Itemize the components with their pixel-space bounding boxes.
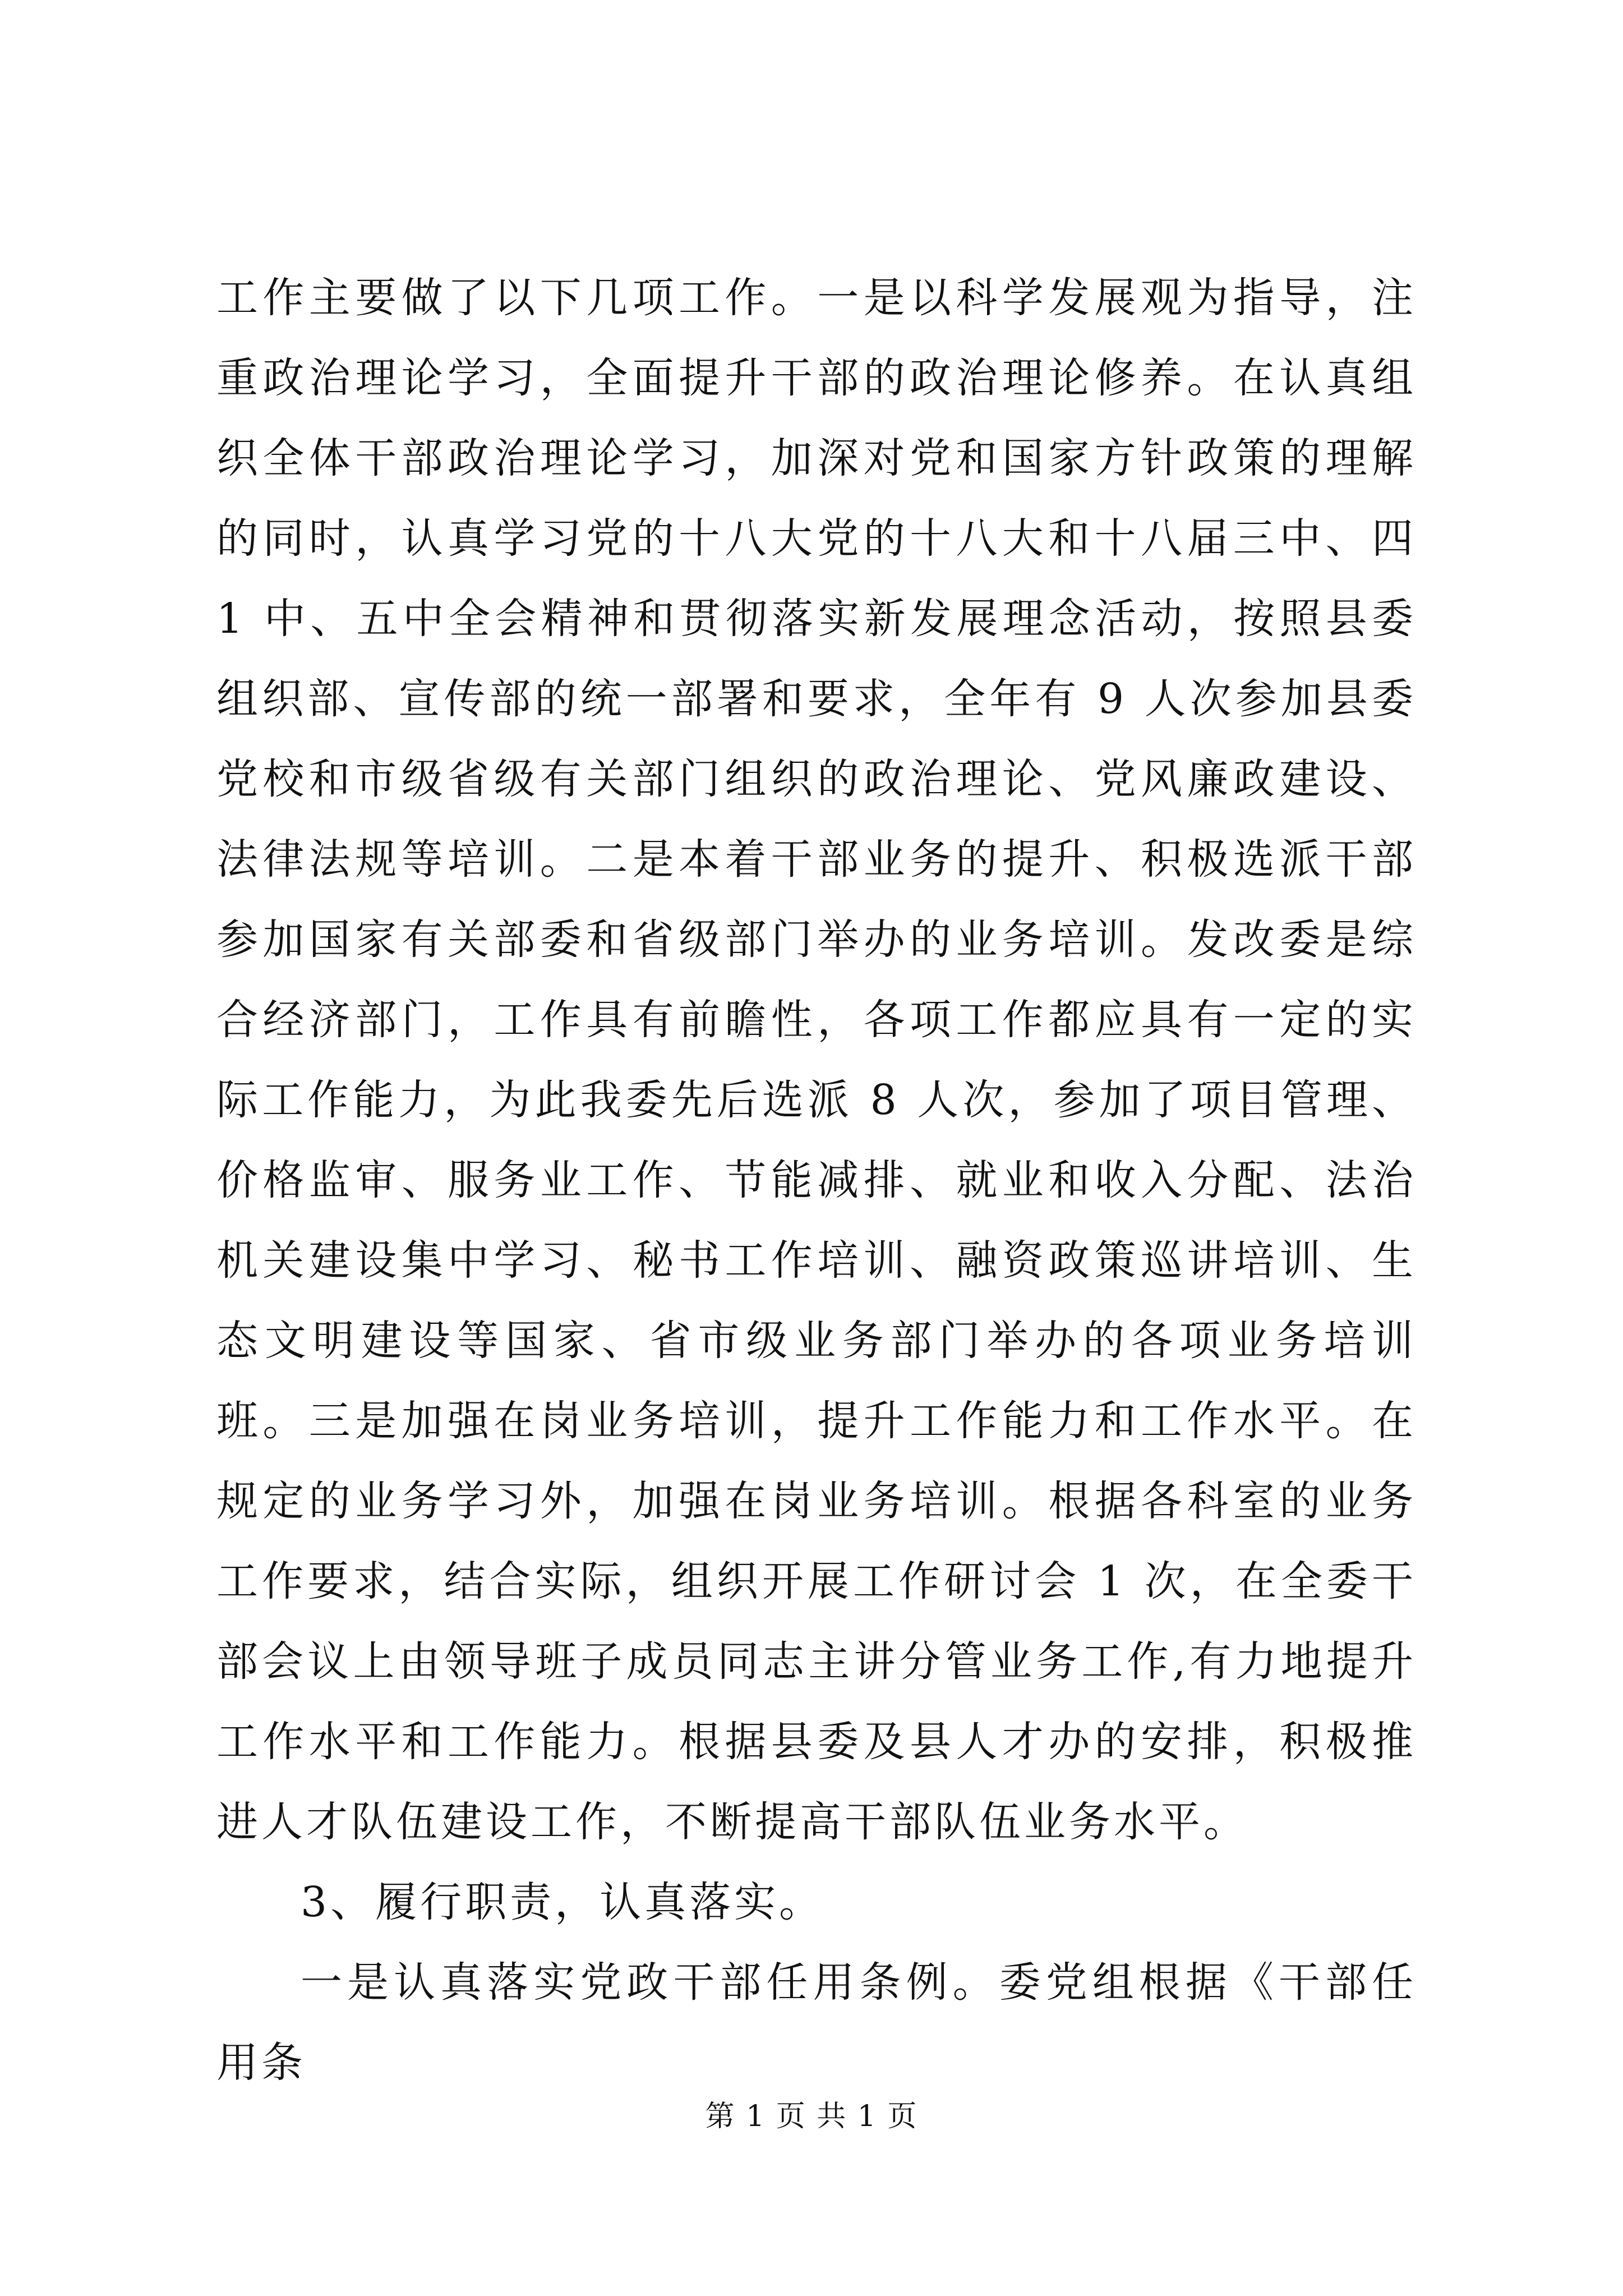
body-paragraph-2: 一是认真落实党政干部任用条例。委党组根据《干部任用条 <box>216 1958 1417 2087</box>
body-paragraph-1: 工作主要做了以下几项工作。一是以科学发展观为指导，注重政治理论学习，全面提升干部的政治理论修养。在认真组织全体干部政治理论学习，加深对党和国家方针政策的理解的同时，认真学习党的十八大党的十八大和十八届三中、四 1 中、五中全会精神和贯彻落实新发展理念活动，按照县委组织部、宣传部的统一部署和要求，全年有 9 人次参加县委党校和市级省级有关部门组织的政治理论、党风廉政建设、法律法规等培训。二是本着干部业务的提升、积极选派干部参加国家有关部委和省级部门举办的业务培训。发改委是综合经济部门，工作具有前瞻性，各项工作都应具有一定的实际工作能力，为此我委先后选派 8 人次，参加了项目管理、价格监审、服务业工作、节能减排、就业和收入分配、法治机关建设集中学习、秘书工作培训、融资政策巡讲培训、生态文明建设等国家、省市级业务部门举办的各项业务培训班。三是加强在岗业务培训，提升工作能力和工作水平。在规定的业务学习外，加强在岗业务培训。根据各科室的业务工作要求，结合实际，组织开展工作研讨会 1 次，在全委干部会议上由领导班子成员同志主讲分管业务工作,有力地提升工作水平和工作能力。根据县委及县人才办的安排，积极推进人才队伍建设工作，不断提高干部队伍业务水平。 <box>216 274 1417 1846</box>
page-footer: 第 1 页 共 1 页 <box>705 2100 918 2133</box>
section-heading-3: 3、履行职责，认真落实。 <box>301 1878 824 1926</box>
document-body <box>216 258 1417 2103</box>
